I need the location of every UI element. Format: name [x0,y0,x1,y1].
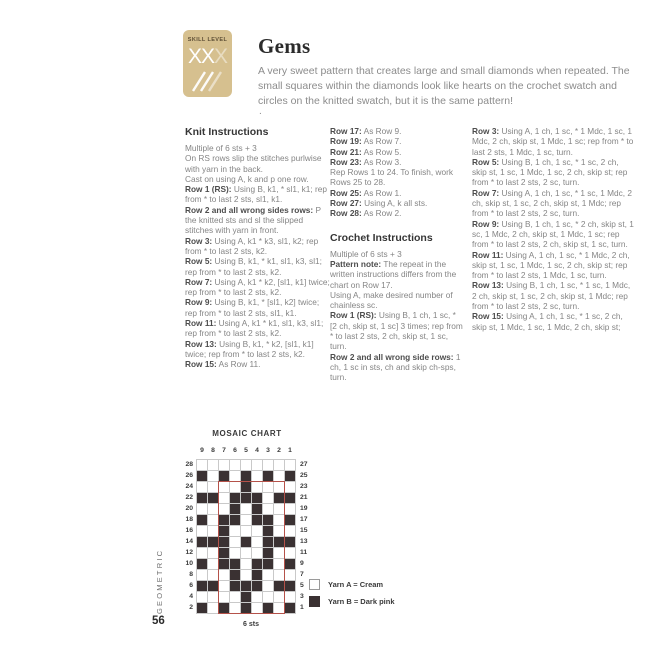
chart-cell-yarn-b [208,581,218,591]
chart-cell-yarn-a [219,482,229,492]
chart-row-number-left: 4 [189,593,193,600]
instruction-line: Row 3: Using A, 1 ch, 1 sc, * 1 Mdc, 1 sc, 1 Mdc, 2 ch, skip st, 1 Mdc, 1 sc; rep from * to last 2 sts, 1 Mdc, 1 sc, turn. [472,126,634,157]
chart-row-number-right: 19 [300,505,308,512]
instruction-line: Rep Rows 1 to 24. To finish, work Rows 25 to 28. [330,167,453,188]
chart-cell-yarn-a [252,526,262,536]
chart-row-number-right: 9 [300,560,304,567]
chart-cell-yarn-a [230,537,240,547]
skill-x-filled: X [187,45,201,68]
chart-row-number-right: 15 [300,527,308,534]
page-title: Gems [258,34,311,58]
instruction-line: Pattern note: The repeat in the written instructions differs from the chart on Row 17. [330,258,457,290]
chart-cell-yarn-b [219,526,229,536]
chart-cell-yarn-a [208,515,218,525]
chart-cell-yarn-a [241,504,251,514]
chart-cell-yarn-a [274,460,284,470]
chart-cell-yarn-b [230,504,240,514]
chart-column-number: 2 [277,447,281,454]
instruction-line: Row 5: Using B, k1, * k1, sl1, k3, sl1; rep from * to last 2 sts, k2. [185,256,322,277]
instruction-line: Row 17: As Row 9. [330,126,402,136]
chart-cell-yarn-a [241,548,251,558]
legend-label: Yarn B = Dark pink [328,597,395,606]
chart-cell-yarn-a [263,581,273,591]
instruction-line: Row 9: Using B, 1 ch, 1 sc, * 2 ch, skip st, 1 sc, 1 Mdc, 2 ch, skip st, 1 Mdc, 1 sc; rep from * to last 2 sts, 2 ch, skip st, 1 sc, turn. [472,218,634,250]
knit-instructions-heading: Knit Instructions [185,126,269,138]
chart-cell-yarn-b [219,603,229,613]
chart-cell-yarn-a [230,603,240,613]
chart-cell-yarn-a [252,592,262,602]
repeat-width-label: 6 sts [243,621,259,628]
chart-cell-yarn-a [208,603,218,613]
skill-x-empty: X [214,45,228,68]
chart-cell-yarn-a [219,460,229,470]
skill-slashes-icon [190,70,226,92]
yarn-legend [309,579,395,613]
chart-cell-yarn-b [252,504,262,514]
chart-cell-yarn-a [197,548,207,558]
chart-cell-yarn-b [197,581,207,591]
chart-cell-yarn-b [230,515,240,525]
chapter-side-label: GEOMETRIC [155,548,164,614]
legend-item [309,596,395,607]
instruction-line: On RS rows slip the stitches purlwise with yarn in the back. [185,153,322,174]
chart-row-number-right: 1 [300,604,304,611]
chart-cell-yarn-b [241,603,251,613]
instruction-line: Row 2 and all wrong sides rows: P the knitted sts and sl the slipped stitches with yarn in front. [185,204,321,236]
yarn-a-swatch [309,579,320,590]
chart-cell-yarn-a [230,592,240,602]
chart-cell-yarn-b [252,570,262,580]
instruction-line: Row 7: Using A, k1 * k2, [sl1, k1] twice; rep from * to last 2 sts, k2. [185,276,330,298]
chart-cell-yarn-a [274,603,284,613]
chart-cell-yarn-b [241,537,251,547]
instruction-line: Row 28: As Row 2. [330,208,402,219]
chart-cell-yarn-b [241,592,251,602]
chart-cell-yarn-a [230,460,240,470]
chart-cell-yarn-a [274,482,284,492]
chart-cell-yarn-a [208,482,218,492]
chart-cell-yarn-a [285,592,295,602]
chart-grid [196,459,296,614]
chart-cell-yarn-a [208,548,218,558]
crochet-continued-column [472,126,634,332]
instruction-line: Row 11: Using A, 1 ch, 1 sc, * 1 Mdc, 2 ch, skip st, 1 sc, 1 Mdc, 1 sc, 2 ch, skip st; rep from * to last 2 sts, 1 Mdc, 1 sc, turn. [472,249,630,281]
mosaic-chart-title: MOSAIC CHART [212,429,282,438]
chart-cell-yarn-a [285,548,295,558]
chart-cell-yarn-a [197,570,207,580]
chart-cell-yarn-a [241,526,251,536]
chart-row-number-left: 28 [185,461,193,468]
chart-cell-yarn-a [208,504,218,514]
chart-cell-yarn-a [197,592,207,602]
instruction-line: Row 23: As Row 3. [330,156,402,167]
chart-cell-yarn-b [252,559,262,569]
chart-row-number-left: 20 [185,505,193,512]
chart-cell-yarn-a [285,504,295,514]
chart-cell-yarn-b [252,493,262,503]
chart-row-number-right: 25 [300,472,308,479]
chart-row-number-left: 18 [185,516,193,523]
chart-cell-yarn-a [285,570,295,580]
chart-cell-yarn-a [285,460,295,470]
chart-cell-yarn-b [285,581,295,591]
chart-row-number-right: 13 [300,538,308,545]
chart-cell-yarn-a [208,559,218,569]
chart-row-number-right: 3 [300,593,304,600]
chart-cell-yarn-b [230,559,240,569]
chart-cell-yarn-b [285,493,295,503]
chart-cell-yarn-a [252,548,262,558]
mosaic-chart [182,447,316,642]
instruction-line: Row 27: Using A, k all sts. [330,198,428,209]
chart-cell-yarn-a [219,493,229,503]
chart-cell-yarn-a [197,482,207,492]
middle-column [330,126,463,383]
chart-row-number-right: 21 [300,494,308,501]
chart-cell-yarn-a [230,526,240,536]
chart-cell-yarn-a [263,493,273,503]
chart-cell-yarn-b [230,493,240,503]
chart-cell-yarn-a [208,471,218,481]
chart-cell-yarn-b [285,471,295,481]
chart-row-number-left: 24 [185,483,193,490]
chart-cell-yarn-a [274,504,284,514]
chart-cell-yarn-b [263,471,273,481]
chart-cell-yarn-b [274,537,284,547]
chart-cell-yarn-b [263,526,273,536]
chart-row-number-right: 11 [300,549,308,556]
skill-level-x-marks [183,46,232,67]
chart-cell-yarn-b [263,559,273,569]
instruction-line: Row 1 (RS): Using B, 1 ch, 1 sc, * [2 ch, skip st, 1 sc] 3 times; rep from * to last 2 sts, 2 ch, skip st, 1 sc, turn. [330,310,463,352]
chart-row-number-left: 6 [189,582,193,589]
instruction-line: Row 13: Using B, k1, * k2, [sl1, k1] twice; rep from * to last 2 sts, k2. [185,338,314,359]
instruction-line: Row 19: As Row 7. [330,136,402,147]
chart-cell-yarn-a [230,471,240,481]
chart-cell-yarn-b [252,515,262,525]
chart-cell-yarn-a [285,482,295,492]
instruction-line: Multiple of 6 sts + 3 [185,143,257,153]
instruction-line: Row 7: Using A, 1 ch, 1 sc, * 1 sc, 1 Mdc, 2 ch, skip st, 1 sc, 2 ch, skip st, 1 Mdc; rep from * to last 2 sts, 2 sc, turn. [472,187,633,219]
chart-cell-yarn-a [219,570,229,580]
instruction-line: Row 5: Using B, 1 ch, 1 sc, * 1 sc, 2 ch, skip st, 1 sc, 1 Mdc, 1 sc, 2 ch, skip st; rep from * to last 2 sts, 2 sc, turn. [472,156,628,188]
chart-cell-yarn-b [263,515,273,525]
chart-cell-yarn-a [219,504,229,514]
legend-label: Yarn A = Cream [328,580,384,589]
chart-cell-yarn-a [274,570,284,580]
knit-instructions-column [185,126,331,370]
chart-column-number: 6 [233,447,237,454]
instruction-line: Row 9: Using B, k1, * [sl1, k2] twice; rep from * to last 2 sts, sl1, k1. [185,297,320,318]
instruction-line: Row 1 (RS): Using B, k1, * sl1, k1; rep from * to last 2 sts, sl1, k1. [185,184,328,205]
chart-cell-yarn-b [197,493,207,503]
chart-row-number-right: 17 [300,516,308,523]
instruction-line: Row 2 and all wrong side rows: 1 ch, 1 sc in sts, ch and skip ch-sps, turn. [330,351,461,383]
instruction-line: Row 25: As Row 1. [330,187,402,198]
chart-cell-yarn-b [274,493,284,503]
skill-x-filled: X [200,45,214,68]
chart-cell-yarn-a [208,570,218,580]
chart-cell-yarn-b [263,537,273,547]
chart-column-number: 8 [211,447,215,454]
instruction-line: Row 15: As Row 11. [185,359,261,370]
chart-cell-yarn-b [208,493,218,503]
chart-cell-yarn-b [285,603,295,613]
chart-cell-yarn-a [241,570,251,580]
skill-level-label: SKILL LEVEL [187,37,228,43]
chart-cell-yarn-a [274,471,284,481]
chart-cell-yarn-a [274,559,284,569]
chart-cell-yarn-b [241,493,251,503]
chart-cell-yarn-a [263,460,273,470]
chart-cell-yarn-b [197,515,207,525]
chart-cell-yarn-b [219,515,229,525]
chart-cell-yarn-b [197,471,207,481]
chart-cell-yarn-a [263,504,273,514]
chart-cell-yarn-b [252,581,262,591]
chart-column-number: 7 [222,447,226,454]
chart-cell-yarn-a [285,526,295,536]
chart-cell-yarn-b [197,537,207,547]
instruction-line: Multiple of 6 sts + 3 [330,248,402,259]
chart-cell-yarn-b [241,581,251,591]
chart-cell-yarn-a [263,592,273,602]
chart-cell-yarn-a [252,460,262,470]
instruction-line: Row 3: Using A, k1 * k3, sl1, k2; rep from * to last 2 sts, k2. [185,235,319,256]
chart-row-number-left: 2 [189,604,193,611]
chart-cell-yarn-b [219,548,229,558]
chart-row-number-left: 8 [189,571,193,578]
chart-cell-yarn-a [274,548,284,558]
chart-cell-yarn-a [208,526,218,536]
chart-cell-yarn-a [219,592,229,602]
chart-cell-yarn-b [197,603,207,613]
chart-row-number-left: 26 [185,472,193,479]
instruction-line: Row 21: As Row 5. [330,146,402,157]
chart-row-number-left: 22 [185,494,193,501]
chart-cell-yarn-a [241,515,251,525]
chart-cell-yarn-b [285,537,295,547]
chart-row-number-left: 12 [185,549,193,556]
chart-column-number: 4 [255,447,259,454]
instruction-line: Row 13: Using B, 1 ch, 1 sc, * 1 sc, 1 Mdc, 2 ch, skip st, 1 sc, 2 ch, skip st, 1 Mdc; rep from * to last 2 sts, 2 sc, turn. [472,280,631,312]
crochet-instructions-heading: Crochet Instructions [330,231,433,244]
chart-cell-yarn-a [252,603,262,613]
chart-row-number-left: 10 [185,560,193,567]
chart-cell-yarn-b [230,570,240,580]
chart-column-number: 5 [244,447,248,454]
chart-cell-yarn-a [230,482,240,492]
chart-cell-yarn-a [252,471,262,481]
chart-cell-yarn-a [274,515,284,525]
chart-column-number: 3 [266,447,270,454]
chart-cell-yarn-b [219,537,229,547]
chart-cell-yarn-a [197,504,207,514]
chart-cell-yarn-b [241,471,251,481]
chart-cell-yarn-b [219,559,229,569]
chart-row-number-left: 16 [185,527,193,534]
chart-cell-yarn-a [197,526,207,536]
chart-cell-yarn-b [263,603,273,613]
yarn-b-swatch [309,596,320,607]
chart-cell-yarn-b [208,537,218,547]
pattern-description: A very sweet pattern that creates large and small diamonds when repeated. The small squares within the diamonds look like hearts on the crochet swatch and circles on the knitted swatch, but it is the same pattern! [258,65,630,107]
chart-cell-yarn-a [274,592,284,602]
chart-cell-yarn-a [208,460,218,470]
chart-cell-yarn-a [274,526,284,536]
chart-cell-yarn-b [197,559,207,569]
chart-cell-yarn-a [263,570,273,580]
chart-cell-yarn-b [241,482,251,492]
chart-column-number: 9 [200,447,204,454]
chart-cell-yarn-a [208,592,218,602]
page-number: 56 [152,615,165,627]
chart-row-number-right: 5 [300,582,304,589]
chart-cell-yarn-b [274,581,284,591]
chart-row-number-left: 14 [185,538,193,545]
legend-item [309,579,395,590]
chart-row-number-right: 23 [300,483,308,490]
instruction-line: Row 15: Using A, 1 ch, 1 sc, * 1 sc, 2 ch, skip st, 1 Mdc, 1 sc, 1 Mdc, 2 ch, skip st; [472,311,623,332]
chart-cell-yarn-b [230,581,240,591]
stray-period: . [259,106,262,117]
chart-cell-yarn-a [230,548,240,558]
skill-level-badge [183,30,232,97]
instruction-line: Using A, make desired number of chainless sc. [330,289,453,311]
chart-cell-yarn-a [252,537,262,547]
chart-cell-yarn-b [219,471,229,481]
chart-cell-yarn-b [285,515,295,525]
chart-cell-yarn-b [285,559,295,569]
instruction-line: Cast on using A, k and p one row. [185,173,309,184]
chart-column-number: 1 [288,447,292,454]
chart-cell-yarn-b [263,548,273,558]
instruction-line: Row 11: Using A, k1 * k1, sl1, k3, sl1; rep from * to last 2 sts, k2. [185,318,324,339]
chart-cell-yarn-a [263,482,273,492]
chart-row-number-right: 7 [300,571,304,578]
chart-cell-yarn-a [219,581,229,591]
chart-row-number-right: 27 [300,461,308,468]
chart-cell-yarn-a [241,559,251,569]
chart-cell-yarn-a [197,460,207,470]
chart-cell-yarn-a [241,460,251,470]
chart-cell-yarn-a [252,482,262,492]
